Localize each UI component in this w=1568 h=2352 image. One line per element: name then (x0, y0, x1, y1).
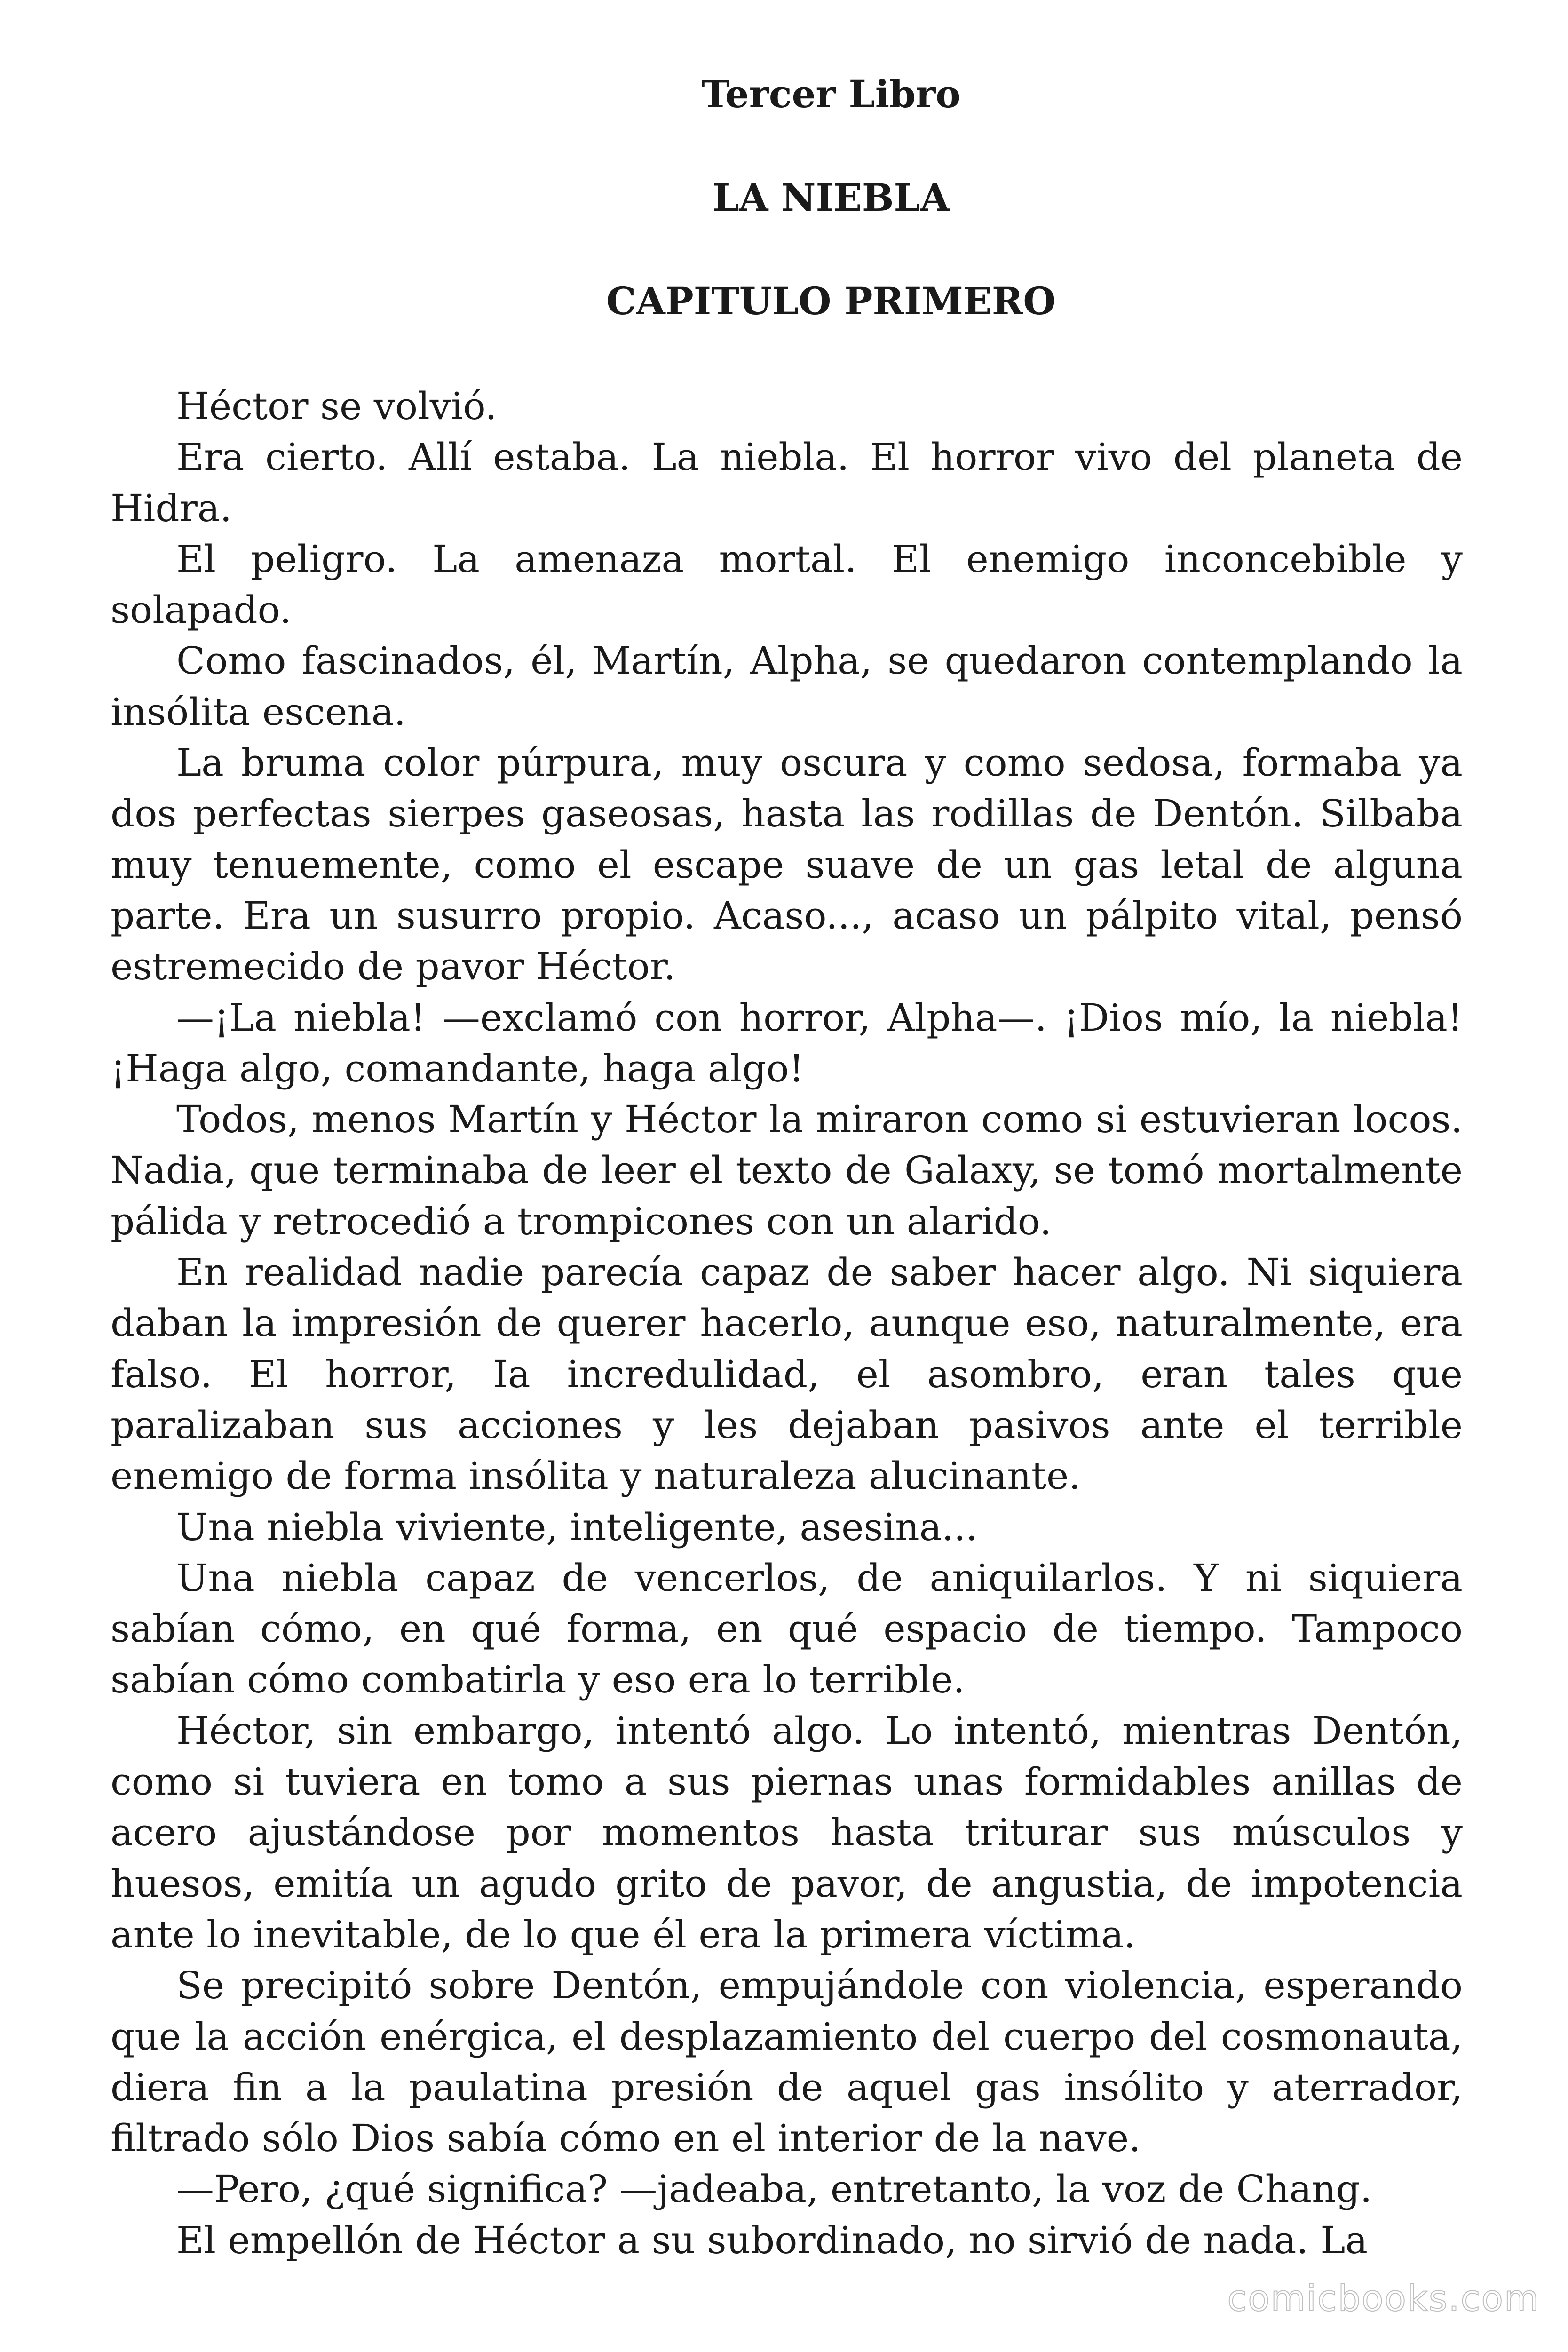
paragraph: La bruma color púrpura, muy oscura y como sedosa, formaba ya dos perfectas sierpes gaseosas, hasta las rodillas de Dentón. Silbaba muy tenuemente, como el escape suave de un gas letal de alguna parte. Era un susurro propio. Acaso..., acaso un pálpito vital, pensó estremecido de pavor Héctor. (111, 741, 1463, 989)
paragraph: En realidad nadie parecía capaz de saber hacer algo. Ni siquiera daban la impresión de querer hacerlo, aunque eso, naturalmente, era falso. El horror, Ia incredulidad, el asombro, eran tales que paralizaban sus acciones y les dejaban pasivos ante el terrible enemigo de forma insólita y naturaleza alucinante. (111, 1250, 1463, 1498)
paragraph: Héctor, sin embargo, intentó algo. Lo intentó, mientras Dentón, como si tuviera en tomo a sus piernas unas formidables anillas de acero ajustándose por momentos hasta triturar sus músculos y huesos, emitía un agudo grito de pavor, de angustia, de impotencia ante lo inevitable, de lo que él era la primera víctima. (111, 1708, 1463, 1956)
paragraph: Héctor se volvió. (176, 384, 497, 428)
paragraph: El peligro. La amenaza mortal. El enemigo inconcebible y solapado. (111, 537, 1463, 632)
paragraph: Una niebla viviente, inteligente, asesina... (176, 1505, 978, 1549)
paragraph: Todos, menos Martín y Héctor la miraron como si estuvieran locos. Nadia, que terminaba de leer el texto de Galaxy, se tomó mortalmente pálida y retrocedió a trompicones con un alarido. (111, 1097, 1463, 1243)
paragraph: El empellón de Héctor a su subordinado, no sirvió de nada. La (176, 2218, 1368, 2262)
paragraph: —¡La niebla! —exclamó con horror, Alpha—. ¡Dios mío, la niebla! ¡Haga algo, comandante, haga algo! (111, 995, 1463, 1090)
book-part-heading: Tercer Libro (701, 72, 961, 116)
watermark: comicbooks.com (1227, 2277, 1540, 2319)
paragraph: Se precipitó sobre Dentón, empujándole con violencia, esperando que la acción enérgica, el desplazamiento del cuerpo del cosmonauta, diera fin a la paulatina presión de aquel gas insólito y aterrador, filtrado sólo Dios sabía cómo en el interior de la nave. (111, 1963, 1463, 2161)
paragraph: Era cierto. Allí estaba. La niebla. El horror vivo del planeta de Hidra. (111, 435, 1463, 530)
paragraph: —Pero, ¿qué significa? —jadeaba, entretanto, la voz de Chang. (176, 2167, 1372, 2211)
chapter-heading: CAPITULO PRIMERO (606, 279, 1056, 323)
paragraph: Una niebla capaz de vencerlos, de aniquilarlos. Y ni siquiera sabían cómo, en qué forma, en qué espacio de tiempo. Tampoco sabían cómo combatirla y eso era lo terrible. (111, 1556, 1463, 1702)
paragraph: Como fascinados, él, Martín, Alpha, se quedaron contemplando la insólita escena. (111, 639, 1463, 734)
part-title-heading: LA NIEBLA (713, 175, 950, 220)
chapter-body (111, 381, 1463, 2266)
